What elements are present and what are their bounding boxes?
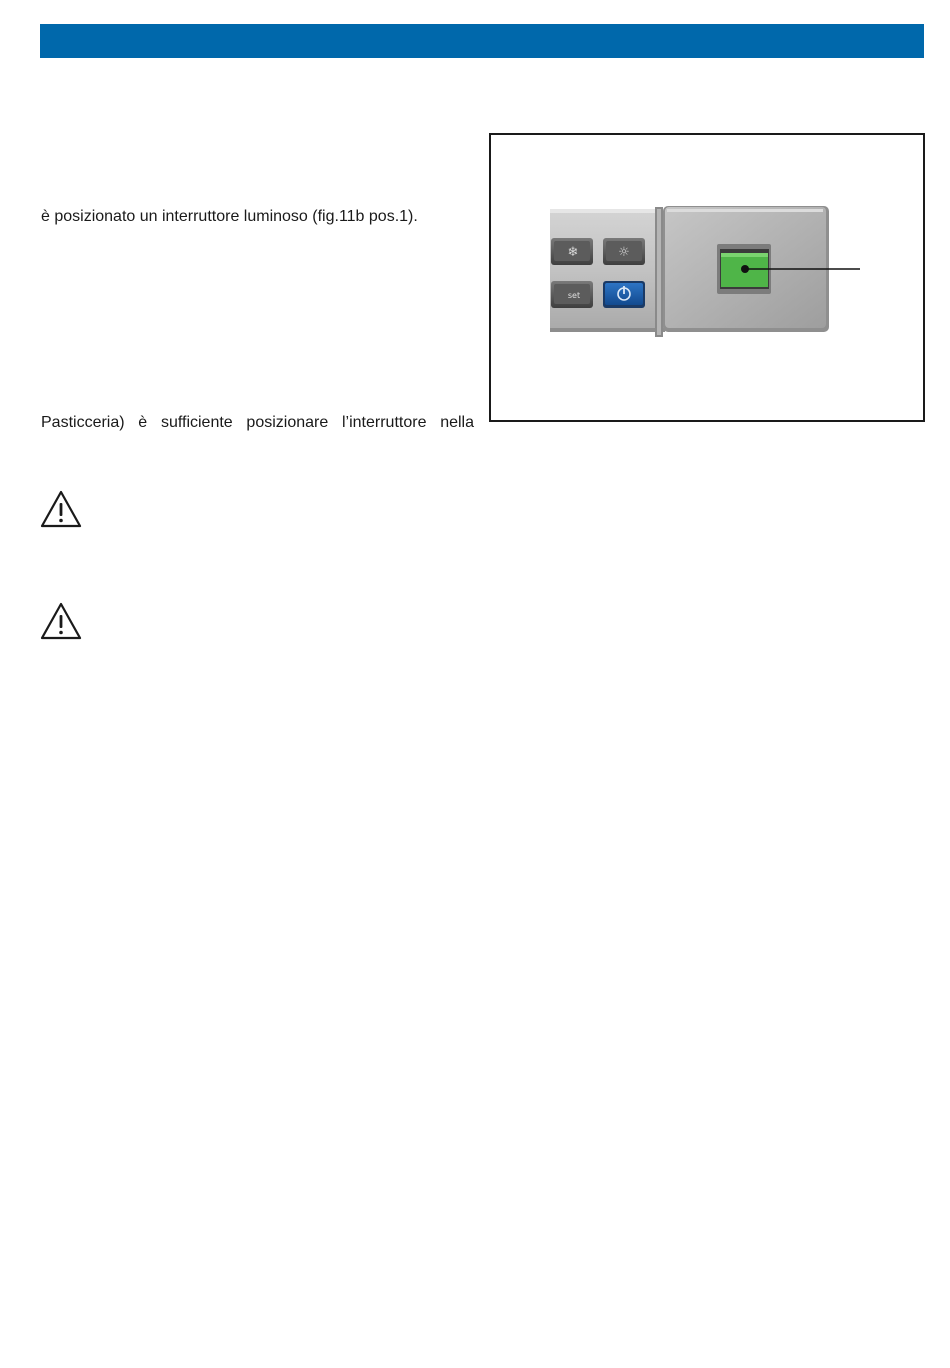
- warning-triangle-icon: [39, 489, 83, 529]
- set-icon: [551, 281, 593, 308]
- body-paragraph: è posizionato un interruttore luminoso (fig.11b pos.1).: [41, 208, 418, 225]
- control-strip: [550, 209, 665, 332]
- control-panel-illustration: [491, 135, 923, 420]
- snowflake-icon: [551, 238, 593, 265]
- warning-triangle-icon: [39, 601, 83, 641]
- power-icon: [603, 281, 645, 308]
- svg-text:☼: ☼: [618, 245, 630, 260]
- figure-11b: [489, 133, 925, 422]
- body-paragraph: Pasticceria) è sufficiente posizionare l’interruttore nella: [41, 414, 474, 431]
- svg-text:❄: ❄: [567, 245, 579, 260]
- header-bar: [40, 24, 924, 58]
- set-key-label: set: [567, 291, 581, 300]
- sun-icon: [603, 238, 645, 265]
